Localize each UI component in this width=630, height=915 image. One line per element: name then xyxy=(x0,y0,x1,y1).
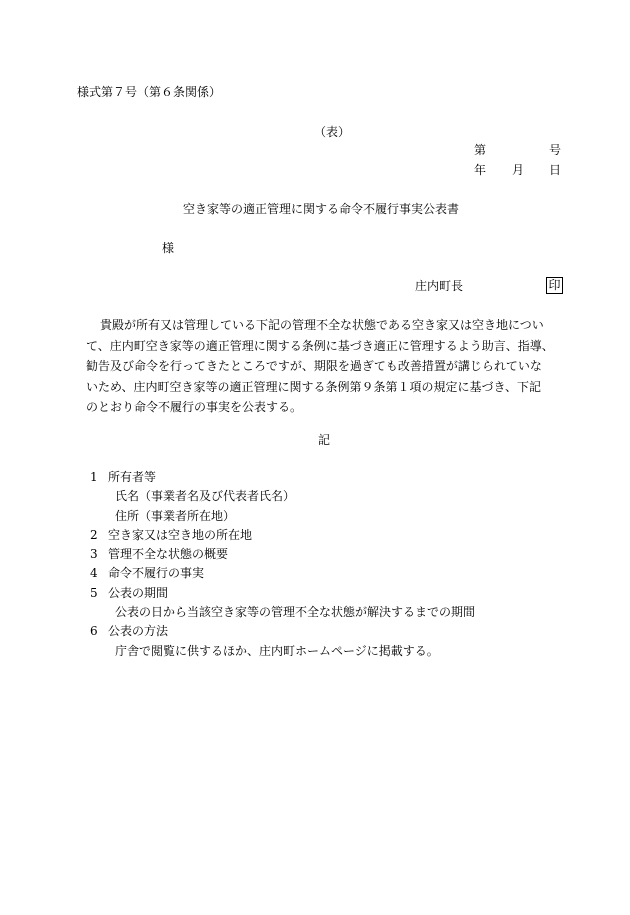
item-label: 命令不履行の事実 xyxy=(108,566,205,581)
list-subitem xyxy=(90,603,475,622)
number-dai: 第 xyxy=(474,143,487,157)
list-subitem xyxy=(90,642,475,661)
subitem-text: 住所（事業者所在地） xyxy=(115,508,236,523)
issuer-title: 庄内町長 xyxy=(415,279,464,293)
item-number: 5 xyxy=(90,585,98,600)
date-month: 月 xyxy=(512,163,525,177)
item-label: 空き家又は空き地の所在地 xyxy=(108,527,253,542)
number-go: 号 xyxy=(549,143,562,157)
ki-heading: 記 xyxy=(318,433,331,447)
subitem-text: 氏名（事業者名及び代表者氏名） xyxy=(115,489,296,504)
list-item xyxy=(90,545,475,564)
body-paragraph xyxy=(86,315,576,418)
list-item xyxy=(90,622,475,641)
seal-mark: 印 xyxy=(546,277,563,294)
list-item xyxy=(90,526,475,545)
item-number: 6 xyxy=(90,624,98,639)
item-label: 管理不全な状態の概要 xyxy=(108,547,229,562)
item-label: 所有者等 xyxy=(108,470,157,484)
form-id: 様式第７号（第６条関係） xyxy=(77,85,222,99)
addressee-suffix: 様 xyxy=(162,241,175,255)
body-line: のとおり命令不履行の事実を公表する。 xyxy=(86,400,303,415)
subitem-text: 公表の日から当該空き家等の管理不全な状態が解決するまでの期間 xyxy=(115,605,476,620)
body-line: て、庄内町空き家等の適正管理に関する条例に基づき適正に管理するよう助言、指導、 xyxy=(86,338,554,353)
item-number: 2 xyxy=(90,527,98,542)
body-line: 貴殿が所有又は管理している下記の管理不全な状態である空き家又は空き地につい xyxy=(100,318,544,332)
item-label: 公表の期間 xyxy=(108,585,169,600)
subitem-text: 庁舎で閲覧に供するほか、庄内町ホームページに掲載する。 xyxy=(115,643,439,658)
list-item xyxy=(90,584,475,603)
face-label: （表） xyxy=(314,125,351,139)
list-item xyxy=(90,468,475,487)
document-title: 空き家等の適正管理に関する命令不履行事実公表書 xyxy=(183,202,460,216)
items-list xyxy=(90,468,475,661)
item-number: 3 xyxy=(90,547,98,562)
item-label: 公表の方法 xyxy=(108,624,169,639)
item-number: 4 xyxy=(90,566,98,581)
item-number: 1 xyxy=(90,470,98,484)
date-year: 年 xyxy=(474,163,487,177)
list-item xyxy=(90,564,475,583)
body-line: いため、庄内町空き家等の適正管理に関する条例第９条第１項の規定に基づき、下記 xyxy=(86,379,542,394)
body-line: 勧告及び命令を行ってきたところですが、期限を過ぎても改善措置が講じられていな xyxy=(86,359,542,374)
list-subitem xyxy=(90,507,475,526)
list-subitem xyxy=(90,487,475,506)
date-day: 日 xyxy=(549,163,562,177)
